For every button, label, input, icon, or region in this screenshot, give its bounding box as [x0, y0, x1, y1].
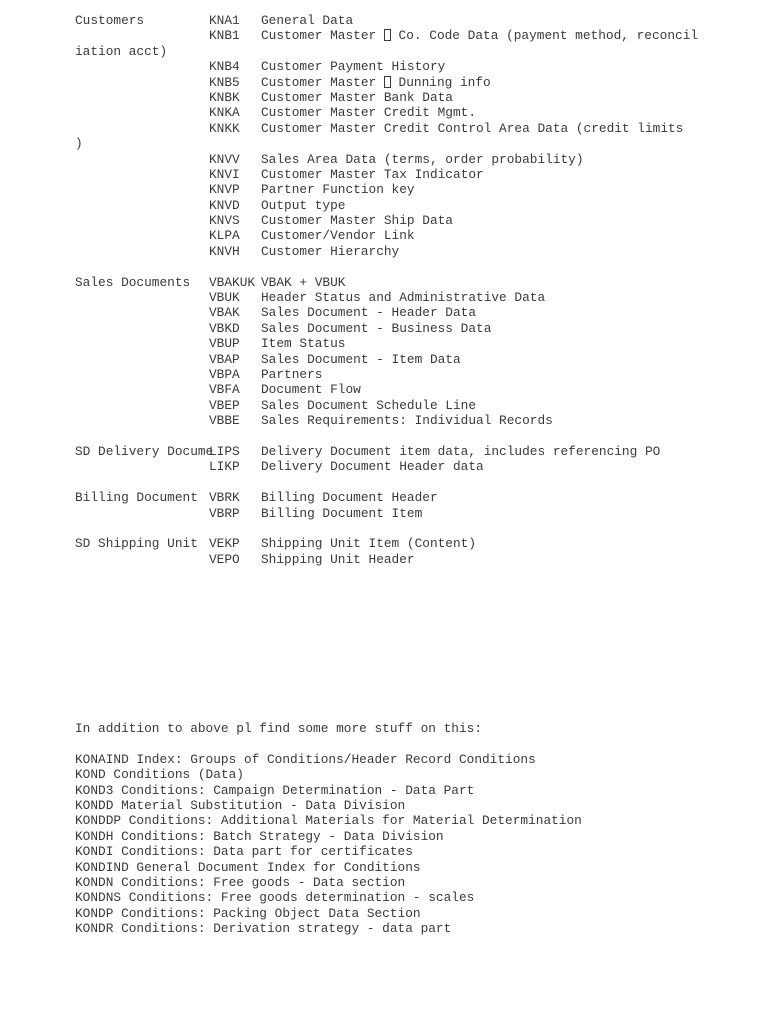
section-sd-shipping-unit — [75, 536, 755, 567]
table-code: LIPS — [209, 443, 240, 459]
table-row — [75, 244, 755, 259]
section-label: SD Delivery Docume — [75, 443, 214, 459]
table-row — [75, 305, 755, 320]
table-row — [75, 198, 755, 213]
table-description: Sales Document - Item Data — [261, 351, 461, 367]
table-row — [75, 552, 755, 567]
list-item: KONDI Conditions: Data part for certificates — [75, 844, 413, 860]
spacer — [75, 429, 755, 444]
table-row — [75, 398, 755, 413]
table-code: VBAK — [209, 305, 240, 321]
list-item: KONDDP Conditions: Additional Materials for Material Determination — [75, 813, 582, 829]
list-item: KONAIND Index: Groups of Conditions/Header Record Conditions — [75, 751, 536, 767]
table-code: KNB5 — [209, 74, 240, 90]
table-description: Header Status and Administrative Data — [261, 290, 546, 306]
table-code: KNBK — [209, 89, 240, 105]
section-label: Customers — [75, 13, 145, 28]
list-item: KONDD Material Substitution - Data Division — [75, 798, 406, 814]
section-label: SD Shipping Unit — [75, 536, 198, 552]
table-row — [75, 182, 755, 197]
table-row — [75, 121, 755, 136]
table-row — [75, 413, 755, 428]
table-description: Customer Hierarchy — [261, 243, 400, 259]
conditions-list — [75, 752, 755, 937]
table-row — [75, 90, 755, 105]
missing-glyph-icon — [384, 76, 391, 88]
table-row — [75, 75, 755, 90]
section-customers — [75, 13, 755, 259]
table-description: Delivery Document Header data — [261, 459, 484, 475]
table-row — [75, 382, 755, 397]
intro-text: In addition to above pl find some more stuff on this: — [75, 721, 483, 737]
table-code: VBRK — [209, 490, 240, 506]
table-row — [75, 352, 755, 367]
spacer — [75, 521, 755, 536]
table-row — [75, 506, 755, 521]
table-row — [75, 105, 755, 120]
table-row — [75, 228, 755, 243]
table-code: VBUP — [209, 336, 240, 352]
table-code: KNKK — [209, 120, 240, 136]
table-row — [75, 321, 755, 336]
table-row — [75, 167, 755, 182]
table-code: KNA1 — [209, 13, 240, 28]
table-code: KNVD — [209, 197, 240, 213]
description-part: Dunning info — [390, 74, 491, 90]
table-description: Shipping Unit Item (Content) — [261, 536, 477, 552]
list-item: KONDN Conditions: Free goods - Data section — [75, 874, 406, 890]
table-row — [75, 367, 755, 382]
table-description: Billing Document Header — [261, 490, 438, 506]
table-row — [75, 13, 755, 28]
table-row — [75, 59, 755, 74]
section-sd-delivery-document — [75, 444, 755, 475]
table-description — [261, 75, 491, 90]
table-description: Billing Document Item — [261, 505, 423, 521]
table-code: VEKP — [209, 536, 240, 552]
table-row — [75, 213, 755, 228]
table-row — [75, 536, 755, 551]
table-code: VEPO — [209, 551, 240, 567]
table-code: KNVS — [209, 213, 240, 229]
spacer — [75, 567, 755, 721]
table-row — [75, 490, 755, 505]
table-description: Output type — [261, 197, 346, 213]
table-description: Sales Document Schedule Line — [261, 397, 477, 413]
list-item: KONDR Conditions: Derivation strategy - data part — [75, 921, 452, 937]
table-description: General Data — [261, 13, 354, 28]
description-part: Customer Master — [261, 28, 384, 44]
document-page — [75, 13, 755, 937]
table-code: KNVV — [209, 151, 240, 167]
list-item: KONDIND General Document Index for Conditions — [75, 859, 421, 875]
table-code: KNB4 — [209, 59, 240, 75]
wrapped-line — [75, 44, 755, 59]
table-row — [75, 290, 755, 305]
section-sales-documents — [75, 275, 755, 429]
table-description: VBAK + VBUK — [261, 274, 346, 290]
table-description: Customer Master Bank Data — [261, 89, 453, 105]
table-code: VBAP — [209, 351, 240, 367]
table-description: Sales Area Data (terms, order probability) — [261, 151, 584, 167]
table-description: Sales Document - Business Data — [261, 320, 492, 336]
table-code: VBKD — [209, 320, 240, 336]
table-row — [75, 459, 755, 474]
spacer — [75, 259, 755, 274]
list-item: KONDP Conditions: Packing Object Data Section — [75, 905, 421, 921]
description-continuation: iation acct) — [75, 43, 168, 59]
table-code: VBEP — [209, 397, 240, 413]
list-item: KONDH Conditions: Batch Strategy - Data Division — [75, 828, 444, 844]
table-code: VBFA — [209, 382, 240, 398]
table-code: LIKP — [209, 459, 240, 475]
table-description: Customer Payment History — [261, 59, 446, 75]
table-description: Customer/Vendor Link — [261, 228, 415, 244]
section-label: Billing Document — [75, 490, 198, 506]
table-code: KNVP — [209, 182, 240, 198]
section-label: Sales Documents — [75, 274, 191, 290]
list-item: KOND Conditions (Data) — [75, 767, 244, 783]
table-row — [75, 444, 755, 459]
table-description: Customer Master Credit Mgmt. — [261, 105, 477, 121]
table-code: VBAKUK — [209, 274, 256, 290]
table-description: Delivery Document item data, includes referencing PO — [261, 443, 661, 459]
list-item: KONDNS Conditions: Free goods determination - scales — [75, 890, 475, 906]
table-row — [75, 28, 755, 43]
table-description: Document Flow — [261, 382, 361, 398]
description-part: Customer Master — [261, 74, 384, 90]
table-code: KNB1 — [209, 28, 240, 44]
table-code: VBBE — [209, 413, 240, 429]
table-description: Customer Master Credit Control Area Data (credit limits — [261, 120, 684, 136]
table-row — [75, 152, 755, 167]
spacer — [75, 736, 755, 751]
list-item: KOND3 Conditions: Campaign Determination - Data Part — [75, 782, 475, 798]
table-code: VBUK — [209, 290, 240, 306]
missing-glyph-icon — [384, 29, 391, 41]
table-code: KNKA — [209, 105, 240, 121]
table-code: VBPA — [209, 366, 240, 382]
table-code: KNVI — [209, 166, 240, 182]
table-code: KNVH — [209, 243, 240, 259]
table-description: Partners — [261, 366, 323, 382]
table-description: Partner Function key — [261, 182, 415, 198]
table-description: Sales Document - Header Data — [261, 305, 477, 321]
table-description — [261, 28, 698, 43]
table-description: Sales Requirements: Individual Records — [261, 413, 553, 429]
spacer — [75, 475, 755, 490]
table-description: Item Status — [261, 336, 346, 352]
table-row — [75, 336, 755, 351]
description-continuation: ) — [75, 136, 83, 152]
wrapped-line — [75, 136, 755, 151]
table-description: Customer Master Tax Indicator — [261, 166, 484, 182]
section-billing-document — [75, 490, 755, 521]
table-description: Shipping Unit Header — [261, 551, 415, 567]
table-code: VBRP — [209, 505, 240, 521]
table-description: Customer Master Ship Data — [261, 213, 453, 229]
table-row — [75, 275, 755, 290]
table-code: KLPA — [209, 228, 240, 244]
description-part: Co. Code Data (payment method, reconcil — [390, 28, 699, 44]
